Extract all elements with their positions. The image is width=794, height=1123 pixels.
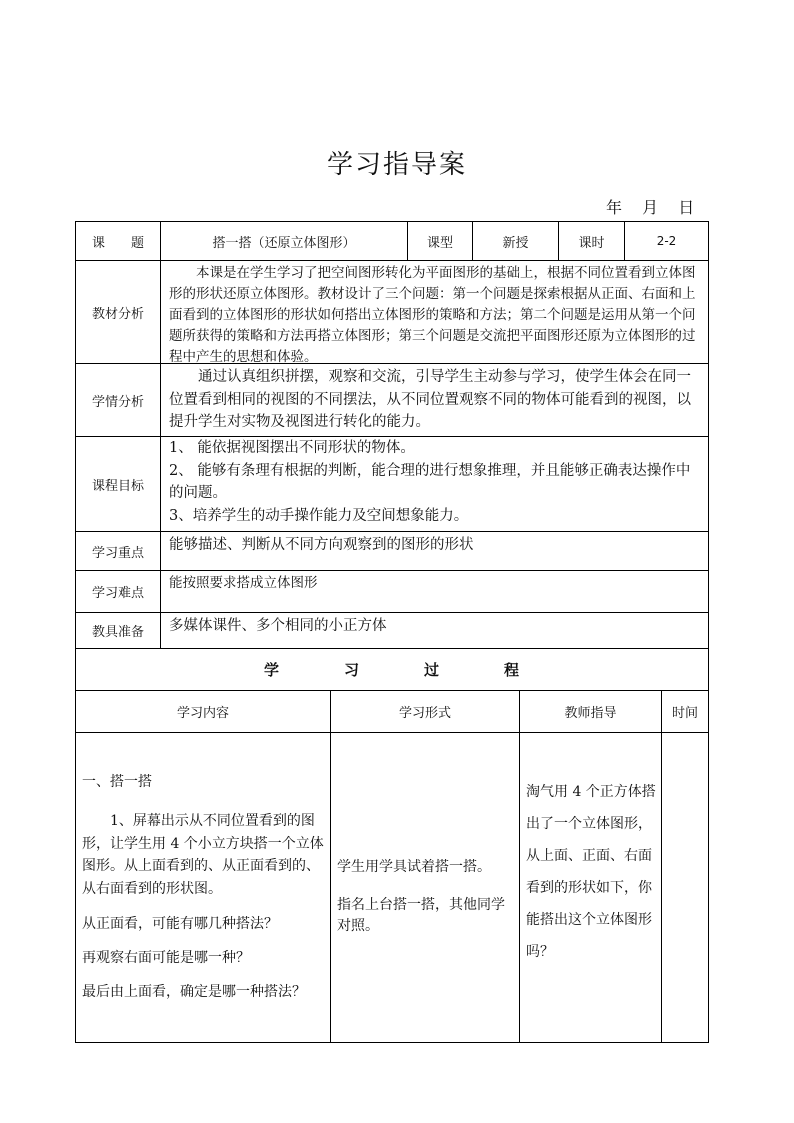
process-content <box>82 772 328 1003</box>
material-analysis-text: 本课是在学生学习了把空间图形转化为平面图形的基础上，根据不同位置看到立体图形的形状还原立体图形。教材设计了三个问题：第一个问题是探索根据从正面、右面和上面看到的立体图形的形状如何搭出立体图形的策略和方法；第二个问题是运用从第一个问题所获得的策略和方法再搭立体图形；第三个问题是交流把平面图形还原为立体图形的过程中产生的思想和体验。 <box>169 265 696 365</box>
content-question: 再观察右面可能是哪一种？ <box>82 950 250 966</box>
heading-char: 过 <box>424 661 441 679</box>
rule <box>75 1042 709 1043</box>
process-teacher-guide: 淘气用 4 个正方体搭出了一个立体图形，从上面、正面、右面看到的形状如下，你能搭出这个立体图形吗？ <box>526 784 656 960</box>
label-course-goals: 课程目标 <box>91 478 144 494</box>
label-key-points: 学习重点 <box>91 545 144 561</box>
form-line: 指名上台搭一搭，其他同学对照。 <box>337 897 505 934</box>
difficulty-text: 能按照要求搭成立体图形 <box>169 575 318 591</box>
document-title: 学习指导案 <box>326 150 467 180</box>
heading-char: 学 <box>263 661 280 679</box>
label-topic: 课 题 <box>91 235 144 251</box>
form-line: 学生用学具试着搭一搭。 <box>337 859 491 875</box>
rule <box>519 690 520 1042</box>
date-month: 月 <box>642 198 659 217</box>
goal-item: 1、 能依据视图摆出不同形状的物体。 <box>169 440 415 456</box>
topic-value: 搭一搭（还原立体图形） <box>212 235 356 251</box>
column-header-form: 学习形式 <box>398 706 451 721</box>
heading-char: 程 <box>504 661 521 679</box>
rule <box>330 690 331 1042</box>
label-material-analysis: 教材分析 <box>91 306 144 322</box>
goal-item: 2、 能够有条理有根据的判断，能合理的进行想象推理，并且能够正确表达操作中的问题。 <box>169 462 691 501</box>
goal-item: 3、培养学生的动手操作能力及空间想象能力。 <box>169 507 469 524</box>
key-points-text: 能够描述、判断从不同方向观察到的图形的形状 <box>169 537 474 553</box>
date-year: 年 <box>606 198 623 217</box>
content-question: 最后由上面看，确定是哪一种搭法？ <box>82 984 306 1000</box>
course-goals-list <box>161 437 708 531</box>
heading-char: 习 <box>343 661 360 679</box>
student-analysis-text: 通过认真组织拼摆，观察和交流，引导学生主动参与学习，使学生体会在同一位置看到相同的视图的不同摆法，从不同位置观察不同的物体可能看到的视图，以提升学生对实物及视图进行转化的能力。 <box>169 369 691 430</box>
rule <box>75 732 709 733</box>
type-value: 新授 <box>502 235 529 251</box>
column-header-time: 时间 <box>671 706 698 721</box>
label-student-analysis: 学情分析 <box>91 394 144 410</box>
content-step: 1、屏幕出示从不同位置看到的图形，让学生用 4 个小立方块搭一个立体图形。从上面看到的、从正面看到的、从右面看到的形状图。 <box>82 813 324 897</box>
date-line <box>606 195 694 218</box>
rule <box>661 690 662 1042</box>
hours-value: 2-2 <box>656 234 677 248</box>
content-question: 从正面看，可能有哪几种搭法？ <box>82 916 278 932</box>
date-day: 日 <box>678 198 695 217</box>
label-type: 课型 <box>426 235 453 251</box>
label-teaching-tools: 教具准备 <box>91 625 144 640</box>
column-header-guide: 教师指导 <box>564 706 617 721</box>
content-heading: 一、搭一搭 <box>82 774 152 790</box>
process-form <box>337 857 517 937</box>
label-hours: 课时 <box>578 235 605 251</box>
learning-process-heading <box>76 649 708 690</box>
column-header-content: 学习内容 <box>176 706 229 721</box>
teaching-tools-text: 多媒体课件、多个相同的小正方体 <box>169 618 387 634</box>
label-difficulty: 学习难点 <box>91 586 144 601</box>
rule <box>708 221 709 1043</box>
